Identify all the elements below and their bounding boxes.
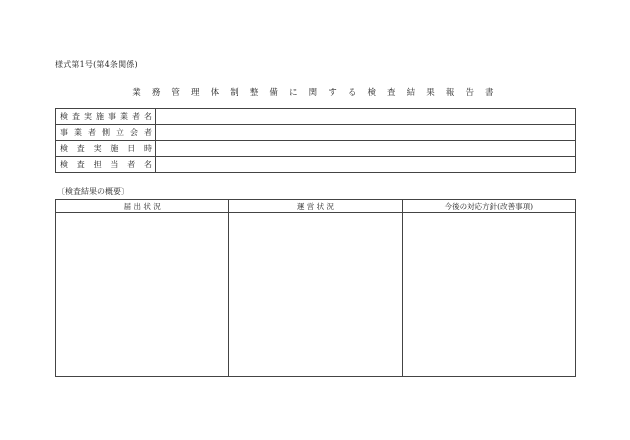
info-label-text: 検査実施事業者名 [60,112,152,121]
summary-header-operation-status: 運 営 状 況 [229,200,402,213]
form-number-label: 様式第1号(第4条関係) [55,60,138,69]
info-label-text: 検査担当者名 [60,160,152,169]
summary-cell-future-policy[interactable] [402,213,575,377]
info-value-attendee[interactable] [156,125,576,141]
summary-body-row [56,213,576,377]
summary-header-future-policy: 今後の対応方針(改善事項) [402,200,575,213]
summary-cell-operation-status[interactable] [229,213,402,377]
inspection-info-table [55,108,576,173]
info-label-attendee [56,125,156,141]
summary-table [55,199,576,377]
info-value-inspector[interactable] [156,157,576,173]
info-label-text: 検査実施日時 [60,144,152,153]
document-title: 業 務 管 理 体 制 整 備 に 関 す る 検 査 結 果 報 告 書 [132,88,498,98]
info-row-inspector [56,157,576,173]
summary-section-label: 〔検査結果の概要〕 [57,187,129,196]
info-row-attendee [56,125,576,141]
summary-header-filing-status: 届 出 状 況 [56,200,229,213]
info-row-business-name [56,109,576,125]
info-label-text: 事業者側立会者 [60,128,152,137]
summary-cell-filing-status[interactable] [56,213,229,377]
info-value-datetime[interactable] [156,141,576,157]
info-label-business-name [56,109,156,125]
info-value-business-name[interactable] [156,109,576,125]
info-label-datetime [56,141,156,157]
info-label-inspector [56,157,156,173]
info-row-datetime [56,141,576,157]
summary-header-row [56,200,576,213]
